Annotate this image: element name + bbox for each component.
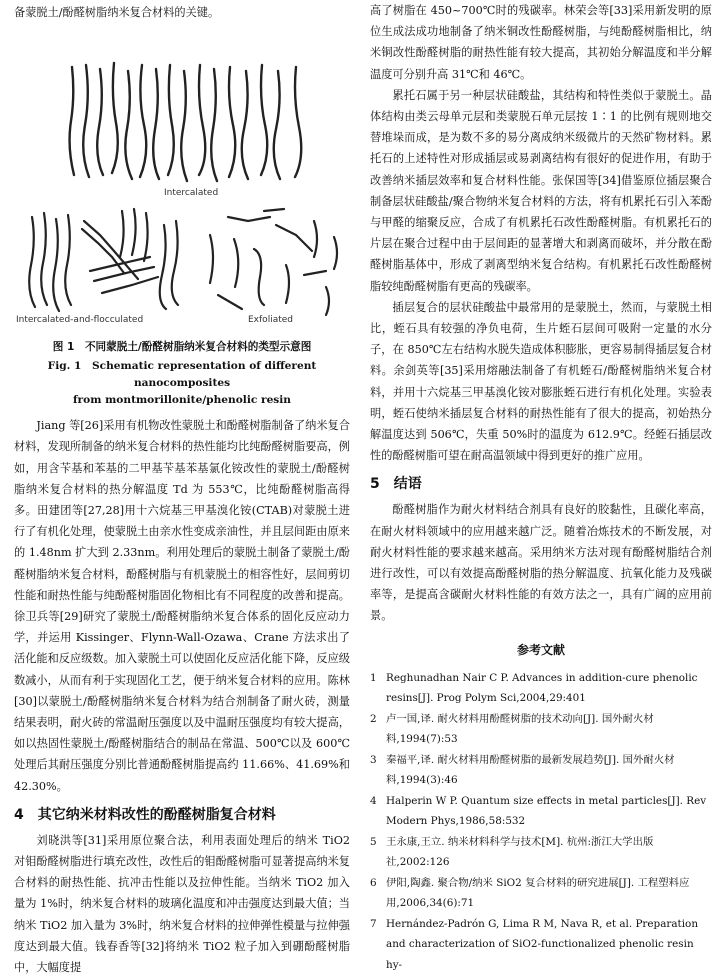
reference-list [370, 668, 712, 976]
right-column [370, 0, 712, 975]
paragraph-montmorillonite: Jiang 等[26]采用有机物改性蒙脱土和酚醛树脂制备了纳米复合材料，发现所制备的纳米复合材料的热性能均比纯酚醛树脂要高，例如，用含苄基和苯基的二甲基苄基苯基氯化铵改性的蒙脱土/酚醛树脂纳米复合材料的热分解温度 Td 为 553℃，比纯酚醛树脂高得多。田建团等[27,28]用十六烷基三甲基溴化铵(CTAB)对蒙脱土进行了有机化处理，使蒙脱土由亲水性变成亲油性，并且层间距由原来的 1.48nm 扩大到 2.33nm。利用处理后的蒙脱土制备了蒙脱土/酚醛树脂纳米复合材料，酚醛树脂与有机蒙脱土的相容性好，层间剪切性能和耐热性能与纯酚醛树脂固化物相比有不同程度的改善和提高。徐卫兵等[29]研究了蒙脱土/酚醛树脂纳米复合体系的固化反应动力学，并运用 Kissinger、Flynn-Wall-Ozawa、Crane 方法求出了活化能和反应级数。加入蒙脱土可以使固化反应活化能下降，反应级数减小，从而有利于实现固化工艺，便于纳米复合材料的应用。陈林[30]以蒙脱土/酚醛树脂纳米复合材料为结合剂制备了耐火砖，测量结果表明，耐火砖的常温耐压强度以及中温耐压强度均有较大提高，如以热固性蒙脱土/酚醛树脂结合的制品在常温、500℃以及 600℃处理后其耐压强度分别比普通酚醛树脂提高约 11.66%、41.69%和 42.30%。 [14, 419, 350, 793]
reference-item: 2 卢一国,译. 耐火材料用酚醛树脂的技术动向[J]. 国外耐火材料,1994(7):53 [370, 712, 654, 746]
reference-item: 4 Halperin W P. Quantum size effects in metal particles[J]. Rev Modern Phys,1986,58:532 [370, 794, 707, 828]
nanocomposite-schematic [14, 25, 350, 325]
paragraph-vermiculite: 插层复合的层状硅酸盐中最常用的是蒙脱土，然而，与蒙脱土相比，蛭石具有较强的净负电荷，生片蛭石层间可吸附一定量的水分子，在 850℃左右结构水脱失造成体积膨胀，更容易制得插层复合材料。余剑英等[35]采用熔融法制备了有机蛭石/酚醛树脂纳米复合材料，并用十六烷基三甲基溴化铵对膨胀蛭石进行有机化处理。实验表明，蛭石使纳米插层复合材料的耐热性能有了很大的提高，初始热分解温度达到 506℃，失重 50%时的温度为 612.9℃。经蛭石插层改性的酚醛树脂可望在耐高温领域中得到更好的推广应用。 [370, 300, 712, 463]
exfoliated-layers [210, 209, 337, 315]
section-4-heading: 4 其它纳米材料改性的酚醛树脂复合材料 [14, 806, 276, 823]
figure-caption-en-line2: from montmorillonite/phenolic resin [72, 394, 291, 407]
paragraph-rectorite: 累托石属于另一种层状硅酸盐，其结构和特性类似于蒙脱土。晶体结构由类云母单元层和类蒙脱石单元层按 1∶1 的比例有规则地交替堆垛而成，是为数不多的易分离成纳米级微片的天然矿物材料。累托石的上述特性对形成插层或易剥离结构有很好的促进作用，有助于改善纳米插层效率和复合材料性能。张保国等[34]借鉴原位插层聚合制备层状硅酸盐/聚合物纳米复合材料的方法，将有机累托石引入苯酚与甲醛的缩聚反应，合成了有机累托石改性酚醛树脂。有机累托石的片层在聚合过程中由于层间距的显著增大和剥离而破坏，并分散在酚醛树脂基体中，形成了剥离型纳米复合结构。有机累托石改性酚醛树脂较纯酚醛树脂有更高的残碳率。 [370, 88, 712, 293]
references-heading: 参考文献 [516, 642, 565, 657]
figure-caption-en-line1: Fig. 1 Schematic representation of different nanocomposites [47, 360, 317, 390]
flocculated-layers [29, 209, 178, 311]
reference-item: 3 秦福平,译. 耐火材料用酚醛树脂的最新发展趋势[J]. 国外耐火材料,1994(3):46 [370, 753, 675, 787]
paragraph-tio2: 刘晓洪等[31]采用原位聚合法，利用表面处理后的纳米 TiO2 对钼酚醛树脂进行填充改性，改性后的钼酚醛树脂可显著提高纳米复合材料的耐热性能、抗冲击性能以及拉伸性能。当纳米 TiO2 加入量为 1%时，纳米复合材料的玻璃化温度和冲击强度达到最大值；当纳米 TiO2 加入量为 3%时，纳米复合材料的拉伸弹性模量与拉伸强度达到最大值。钱春香等[32]将纳米 TiO2 粒子加入到硼酚醛树脂中，大幅度提 [14, 833, 350, 975]
label-intercalated: Intercalated [164, 188, 219, 199]
reference-item: 1 Reghunadhan Nair C P. Advances in addition-cure phenolic resins[J]. Prog Polym Sci,2004,29:401 [370, 671, 698, 705]
reference-item: 5 王永康,王立. 纳米材料科学与技术[M]. 杭州:浙江大学出版社,2002:126 [370, 835, 654, 869]
figure-caption-cn: 图 1 不同蒙脱土/酚醛树脂纳米复合材料的类型示意图 [52, 341, 312, 354]
reference-item: 6 伊阳,陶鑫. 聚合物/纳米 SiO2 复合材料的研究进展[J]. 工程塑料应用,2006,34(6):71 [370, 876, 690, 910]
figure-1 [14, 25, 350, 325]
intercalated-layers [70, 63, 302, 181]
paragraph-conclusion: 酚醛树脂作为耐火材料结合剂具有良好的胶黏性，且碳化率高，在耐火材料领域中的应用越来越广泛。随着冶炼技术的不断发展，对耐火材料性能的要求越来越高。采用纳米方法对现有酚醛树脂结合剂进行改性，可以有效提高酚醛树脂的热分解温度、抗氧化能力及残碳率等，是提高含碳耐火材料性能的有效方法之一，具有广阔的应用前景。 [370, 503, 712, 623]
section-5-heading: 5 结语 [370, 476, 422, 493]
label-flocculated: Intercalated-and-flocculated [16, 315, 144, 326]
left-column [14, 0, 350, 978]
reference-item: 7 Hernández-Padrón G, Lima R M, Nava R, et al. Preparation and characterization of SiO2-functionalized phenolic resin hy- [370, 917, 699, 971]
intro-line: 备蒙脱土/酚醛树脂纳米复合材料的关键。 [14, 6, 220, 19]
paragraph-copper: 高了树脂在 450~700℃时的残碳率。林荣会等[33]采用新发明的原位生成法成功地制备了纳米铜改性酚醛树脂，与纯酚醛树脂相比，纳米铜改性酚醛树脂的耐热性能有较大提高，其初始分解温度和半分解温度可分别升高 31℃和 46℃。 [370, 4, 712, 81]
label-exfoliated: Exfoliated [248, 315, 293, 326]
